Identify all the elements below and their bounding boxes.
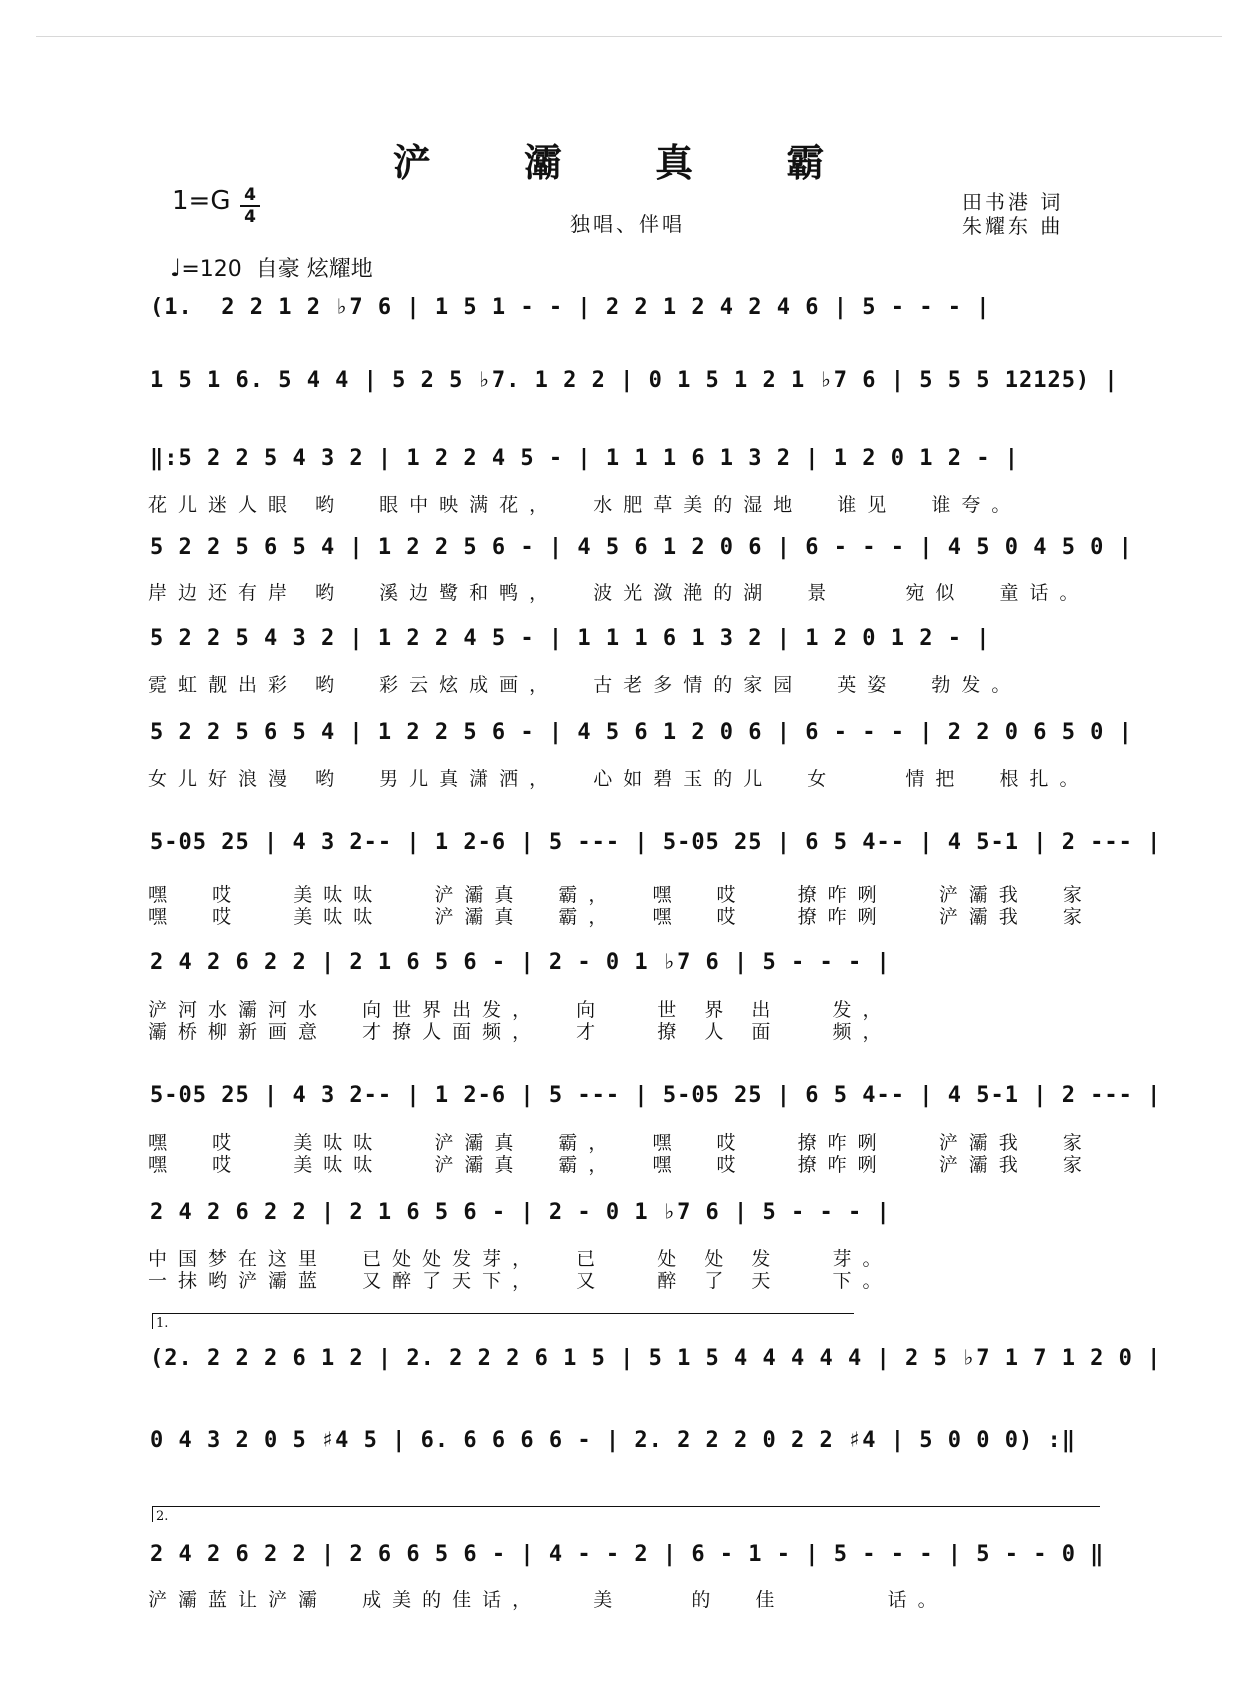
chorus-lyrics-2b: 嘿 哎 美呔呔 浐灞真 霸， 嘿 哎 撩咋咧 浐灞我 家: [148, 1154, 1093, 1176]
bridge-lyrics-1a: 浐河水灞河水 向世界出发， 向 世 界 出 发，: [148, 999, 893, 1021]
quarter-note-icon: ♩: [170, 254, 182, 282]
chorus-lyrics-1a: 嘿 哎 美呔呔 浐灞真 霸， 嘿 哎 撩咋咧 浐灞我 家: [148, 884, 1093, 906]
composer-credit: 朱耀东 曲: [962, 214, 1064, 238]
verse-notes-3: 5 2 2 5 4 3 2 | 1 2 2 4 5 - | 1 1 1 6 1 3 2 | 1 2 0 1 2 - |: [150, 626, 991, 651]
bridge-notes-1: 2 4 2 6 2 2 | 2 1 6 5 6 - | 2 - 0 1 ♭7 6 | 5 - - - |: [150, 950, 891, 975]
song-title: 浐 灞 真 霸: [392, 140, 865, 185]
verse-lyrics-1: 花儿迷人眼 哟 眼中映满花， 水肥草美的湿地 谁见 谁夸。: [148, 494, 1022, 516]
verse-lyrics-4: 女儿好浪漫 哟 男儿真潇洒， 心如碧玉的儿 女 情把 根扎。: [148, 768, 1090, 790]
volta-2-notes: 2 4 2 6 2 2 | 2 6 6 5 6 - | 4 - - 2 | 6 - 1 - | 5 - - - | 5 - - 0 ‖: [150, 1542, 1105, 1567]
volta-2-tick: [152, 1506, 153, 1522]
bridge-notes-2: 2 4 2 6 2 2 | 2 1 6 5 6 - | 2 - 0 1 ♭7 6 | 5 - - - |: [150, 1200, 891, 1225]
verse-notes-2: 5 2 2 5 6 5 4 | 1 2 2 5 6 - | 4 5 6 1 2 0 6 | 6 - - - | 4 5 0 4 5 0 |: [150, 535, 1133, 560]
time-signature: [240, 186, 260, 226]
time-signature-bottom: 4: [244, 207, 256, 227]
verse-lyrics-2: 岸边还有岸 哟 溪边鹭和鸭， 波光潋滟的湖 景 宛似 童话。: [148, 582, 1090, 604]
bridge-lyrics-1b: 灞桥柳新画意 才撩人面频， 才 撩 人 面 频，: [148, 1021, 893, 1043]
bridge-lyrics-2b: 一抹哟浐灞蓝 又醉了天下， 又 醉 了 天 下。: [148, 1270, 893, 1292]
volta-1-line-2: 0 4 3 2 0 5 ♯4 5 | 6. 6 6 6 6 - | 2. 2 2 2 0 2 2 ♯4 | 5 0 0 0) :‖: [150, 1428, 1076, 1453]
bridge-lyrics-2a: 中国梦在这里 已处处发芽， 已 处 处 发 芽。: [148, 1248, 893, 1270]
verse-notes-4: 5 2 2 5 6 5 4 | 1 2 2 5 6 - | 4 5 6 1 2 0 6 | 6 - - - | 2 2 0 6 5 0 |: [150, 720, 1133, 745]
intro-line-2: 1 5 1 6. 5 4 4 | 5 2 5 ♭7. 1 2 2 | 0 1 5 1 2 1 ♭7 6 | 5 5 5 12125) |: [150, 368, 1119, 393]
volta-2-bracket: [152, 1506, 1100, 1507]
chorus-notes-2: 5-05 25 | 4 3 2-- | 1 2-6 | 5 --- | 5-05 25 | 6 5 4-- | 4 5-1 | 2 --- |: [150, 1083, 1162, 1108]
intro-line-1: (1. 2 2 1 2 ♭7 6 | 1 5 1 - - | 2 2 1 2 4 2 4 6 | 5 - - - |: [150, 295, 991, 320]
key-signature: 1=G: [172, 186, 231, 216]
volta-1-label: 1.: [156, 1316, 169, 1331]
time-signature-top: 4: [244, 185, 256, 205]
top-divider: [36, 36, 1222, 37]
volta-1-tick: [152, 1313, 153, 1329]
performance-type: 独唱、伴唱: [570, 212, 685, 236]
volta-2-lyrics: 浐灞蓝让浐灞 成美的佳话， 美 的 佳 话。: [148, 1589, 948, 1611]
tempo-marking: [170, 252, 373, 283]
chorus-lyrics-2a: 嘿 哎 美呔呔 浐灞真 霸， 嘿 哎 撩咋咧 浐灞我 家: [148, 1132, 1093, 1154]
volta-2-label: 2.: [156, 1509, 169, 1524]
volta-1-bracket: [152, 1313, 854, 1314]
expression-marking: 自豪 炫耀地: [255, 257, 373, 282]
lyricist-credit: 田书港 词: [962, 190, 1064, 214]
chorus-notes-1: 5-05 25 | 4 3 2-- | 1 2-6 | 5 --- | 5-05 25 | 6 5 4-- | 4 5-1 | 2 --- |: [150, 830, 1162, 855]
tempo-value: =120: [181, 257, 242, 282]
verse-lyrics-3: 霓虹靓出彩 哟 彩云炫成画， 古老多情的家园 英姿 勃发。: [148, 674, 1022, 696]
chorus-lyrics-1b: 嘿 哎 美呔呔 浐灞真 霸， 嘿 哎 撩咋咧 浐灞我 家: [148, 906, 1093, 928]
volta-1-line-1: (2. 2 2 2 6 1 2 | 2. 2 2 2 6 1 5 | 5 1 5 4 4 4 4 4 | 2 5 ♭7 1 7 1 2 0 |: [150, 1346, 1162, 1371]
verse-notes-1: ‖:5 2 2 5 4 3 2 | 1 2 2 4 5 - | 1 1 1 6 1 3 2 | 1 2 0 1 2 - |: [150, 446, 1019, 471]
